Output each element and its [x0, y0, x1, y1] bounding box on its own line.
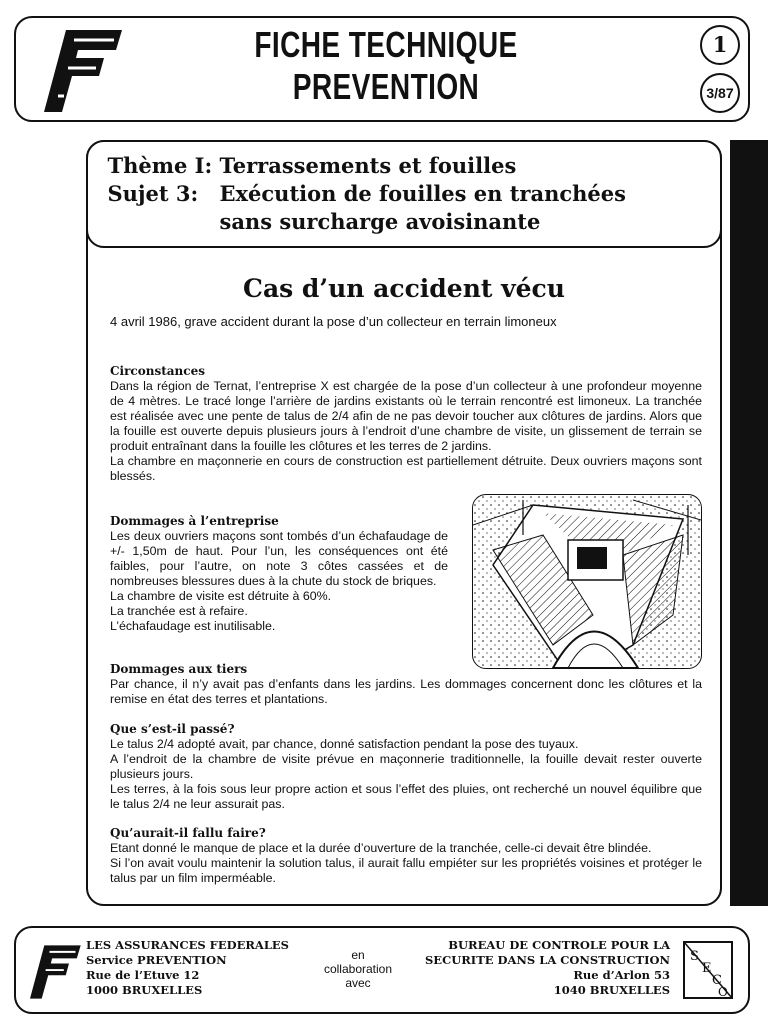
section-que-sest-il-passe	[110, 722, 702, 812]
paragraph: La chambre de visite est détruite à 60%.	[110, 589, 332, 603]
theme-box	[86, 140, 722, 248]
bureau-address	[425, 938, 670, 998]
federales-logo	[44, 28, 124, 114]
section-title: Que s’est-il passé?	[110, 722, 235, 736]
bureau-city: 1040 BRUXELLES	[553, 983, 670, 997]
issue-ref-badge: 3/87	[700, 73, 740, 113]
collaboration-note	[302, 948, 414, 990]
seco-logo	[682, 940, 734, 1000]
page-title	[214, 24, 557, 108]
section-title: Dommages à l’entreprise	[110, 514, 279, 528]
paragraph: L’échafaudage est inutilisable.	[110, 619, 276, 633]
paragraph: Par chance, il n’y avait pas d’enfants dans les jardins. Les dommages concernent donc les clôtures et la remise en état des terres et plantations.	[110, 677, 702, 706]
section-title: Dommages aux tiers	[110, 662, 248, 676]
paragraph: Les terres, à la fois sous leur propre action et sous l’effet des pluies, ont recherché un nouvel équilibre que le talus 2/4 ne leur assurait pas.	[110, 782, 702, 811]
svg-text:E: E	[702, 961, 712, 976]
case-date-line: 4 avril 1986, grave accident durant la pose d’un collecteur en terrain limoneux	[110, 314, 557, 329]
theme-text: Terrassements et fouilles	[219, 152, 517, 178]
subject-line	[108, 180, 626, 208]
collab-line: en	[351, 948, 365, 962]
insurer-service: Service PREVENTION	[86, 953, 227, 967]
collab-line: collaboration	[323, 962, 393, 976]
header-box	[14, 16, 750, 122]
subject-label: Sujet 3:	[107, 180, 199, 206]
paragraph: Etant donné le manque de place et la durée d’ouverture de la tranchée, celle-ci devait être blindée.	[110, 841, 652, 855]
svg-text:S: S	[690, 949, 699, 964]
bureau-line-2: SECURITE DANS LA CONSTRUCTION	[425, 953, 670, 967]
title-line-2: PREVENTION	[292, 66, 480, 107]
federales-logo	[30, 944, 82, 1000]
svg-text:C: C	[712, 973, 722, 988]
svg-text:O: O	[718, 985, 728, 999]
subject-text-2: sans surcharge avoisinante	[219, 208, 541, 234]
bureau-street: Rue d’Arlon 53	[573, 968, 670, 982]
case-title: Cas d’un accident vécu	[243, 274, 565, 303]
paragraph: La chambre en maçonnerie en cours de construction est partiellement détruite. Deux ouvriers maçons sont blessés.	[110, 454, 702, 483]
paragraph: La tranchée est à refaire.	[110, 604, 248, 618]
subject-text-1: Exécution de fouilles en tranchées	[219, 180, 626, 206]
title-line-1: FICHE TECHNIQUE	[254, 24, 518, 65]
section-quaurait-il-fallu-faire	[110, 826, 702, 886]
bureau-line-1: BUREAU DE CONTROLE POUR LA	[448, 938, 670, 952]
insurer-city: 1000 BRUXELLES	[86, 983, 203, 997]
section-title: Qu’aurait-il fallu faire?	[110, 826, 266, 840]
insurer-name: LES ASSURANCES FEDERALES	[86, 938, 289, 952]
section-dommages-entreprise	[110, 514, 448, 634]
side-bar	[730, 140, 768, 906]
paragraph: A l’endroit de la chambre de visite prévue en maçonnerie traditionnelle, la fouille devait rester ouverte plusieurs jours.	[110, 752, 702, 781]
collab-line: avec	[345, 976, 371, 990]
sheet-number-badge: 1	[700, 25, 740, 65]
paragraph: Dans la région de Ternat, l’entreprise X est chargée de la pose d’un collecteur à une profondeur moyenne de 4 mètres. Le tracé longe l’arrière de jardins existants où le terrain rencontré est limoneux. La tranchée est réalisée avec une pente de talus de 2/4 afin de ne pas devoir toucher aux clôtures de jardins. Alors que la fouille est ouverte depuis plusieurs jours à l’endroit d’une chambre de visite, un glissement de terrain se produit entraînant dans la fouille les clôtures et les terres de 2 jardins.	[110, 379, 702, 453]
paragraph: Le talus 2/4 adopté avait, par chance, donné satisfaction pendant la pose des tuyaux.	[110, 737, 579, 751]
insurer-street: Rue de l’Etuve 12	[86, 968, 200, 982]
paragraph: Si l’on avait voulu maintenir la solution talus, il aurait fallu empiéter sur les propriétés voisines et protéger le talus par un film imperméable.	[110, 856, 702, 885]
theme-label: Thème I:	[107, 152, 213, 178]
section-circonstances	[110, 364, 702, 484]
footer-box	[14, 926, 750, 1014]
main-content-box	[86, 140, 722, 906]
section-dommages-tiers	[110, 662, 702, 707]
paragraph: Les deux ouvriers maçons sont tombés d’un échafaudage de +/- 1,50m de haut. Pour l’un, les conséquences ont été faibles, pour l’autre, on note 3 côtes cassées et de nombreuses blessures dues à la chute du stock de briques.	[110, 529, 448, 588]
section-title: Circonstances	[110, 364, 205, 378]
insurer-address	[86, 938, 289, 998]
trench-collapse-illustration	[472, 494, 702, 669]
theme-line	[108, 152, 517, 180]
